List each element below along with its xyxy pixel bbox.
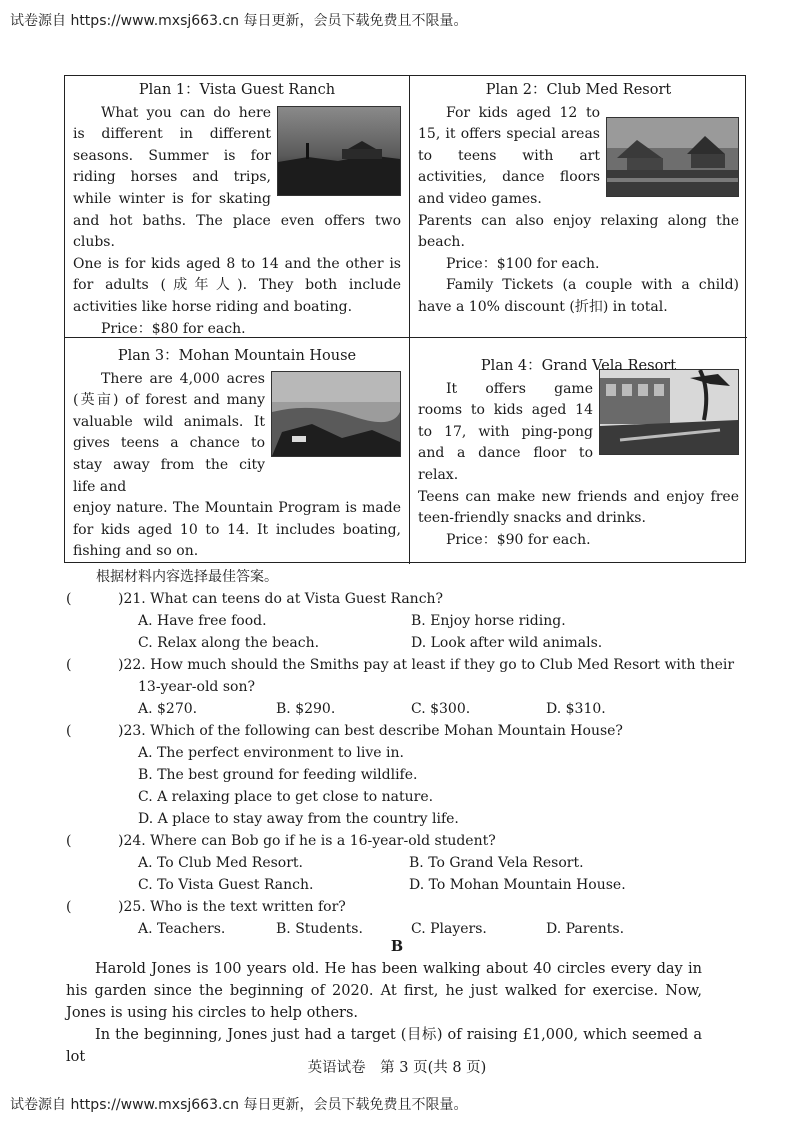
plan-2-text-2: Parents can also enjoy relaxing along the beach.: [418, 212, 739, 251]
question-stem: )21. What can teens do at Vista Guest Ranch?: [118, 591, 444, 607]
question-stem: )24. Where can Bob go if he is a 16-year-old student?: [118, 833, 496, 849]
option-row: [66, 808, 706, 830]
plan-3-text: There are 4,000 acres (英亩) of forest and many valuable wild animals. It gives teens a chance to stay away from the city life and: [73, 370, 265, 495]
question-22: [66, 654, 735, 676]
top-watermark: 试卷源自 https://www.mxsj663.cn 每日更新，会员下载免费且不限量。: [10, 13, 468, 29]
instruction: 根据材料内容选择最佳答案。: [96, 569, 278, 585]
plan-1-text: What you can do here is different in different seasons. Summer is for riding horses and trips, while winter is for skating and hot baths. The place even offers two clubs.: [73, 104, 401, 251]
question-stem: )25. Who is the text written for?: [118, 899, 346, 915]
plan-2-text-3: Family Tickets (a couple with a child) have a 10% discount (折扣) in total.: [418, 277, 739, 315]
option-row: [66, 742, 706, 764]
answer-blank[interactable]: (: [66, 899, 72, 915]
plan-4-title: Plan 4：Grand Vela Resort: [480, 358, 677, 374]
plan-1-price: Price：$80 for each.: [101, 320, 246, 337]
page-footer: 英语试卷 第 3 页(共 8 页): [307, 1060, 487, 1076]
plan-2-text: For kids aged 12 to 15, it offers special areas to teens with art activities, dance floors and video games.: [418, 104, 600, 207]
plans-table: [64, 75, 746, 563]
answer-blank[interactable]: (: [66, 723, 72, 739]
question-23: [66, 720, 706, 742]
option: A. The perfect environment to live in.: [138, 745, 404, 761]
plan-1-cell: [65, 76, 410, 338]
question-24: [66, 830, 706, 852]
option: D. Parents.: [546, 921, 625, 937]
option: D. $310.: [546, 701, 606, 717]
plan-3-text-2: enjoy nature. The Mountain Program is made for kids aged 10 to 14. It includes boating, fishing and so on.: [73, 500, 401, 560]
option: C. To Vista Guest Ranch.: [138, 877, 314, 893]
question-stem-cont: 13-year-old son?: [138, 679, 255, 695]
plan-1-title: Plan 1：Vista Guest Ranch: [138, 82, 336, 98]
option: D. A place to stay away from the country life.: [138, 811, 459, 827]
option: D. To Mohan Mountain House.: [409, 877, 626, 893]
plan-4-text: It offers game rooms to kids aged 14 to 17, with ping-pong and a dance floor to relax.: [418, 380, 593, 483]
option: A. To Club Med Resort.: [138, 855, 303, 871]
option-row: [66, 610, 706, 632]
option-row: [66, 786, 706, 808]
option-row: [66, 874, 706, 896]
question-stem: )22. How much should the Smiths pay at least if they go to Club Med Resort with their: [118, 657, 735, 673]
answer-blank[interactable]: (: [66, 833, 72, 849]
plan-3-cell: [65, 338, 410, 564]
option: B. $290.: [276, 701, 336, 717]
option-row: [66, 698, 706, 720]
answer-blank[interactable]: (: [66, 591, 72, 607]
mountain-photo: [271, 371, 401, 457]
ranch-photo: [277, 106, 401, 196]
option: A. $270.: [138, 701, 198, 717]
option: B. Students.: [276, 921, 363, 937]
plan-4-cell: [410, 338, 747, 564]
bottom-watermark: 试卷源自 https://www.mxsj663.cn 每日更新，会员下载免费且不限量。: [10, 1097, 468, 1113]
section-b-heading: B: [390, 938, 404, 955]
question-25: [66, 896, 706, 918]
option: A. Have free food.: [138, 613, 267, 629]
option-row: [66, 852, 706, 874]
plan-3-price: [73, 563, 401, 564]
option: B. To Grand Vela Resort.: [409, 855, 584, 871]
option-row: [66, 918, 706, 940]
plan-4-price: Price：$90 for each.: [446, 531, 591, 548]
answer-blank[interactable]: (: [66, 657, 72, 673]
questions-section: [66, 566, 735, 940]
option: C. Players.: [411, 921, 487, 937]
passage-b: [66, 958, 702, 1068]
plan-1-text-2: One is for kids aged 8 to 14 and the other is for adults (成年人). They both include activities like horse riding and boating.: [73, 255, 401, 315]
option: B. The best ground for feeding wildlife.: [138, 767, 418, 783]
passage-paragraph-1: Harold Jones is 100 years old. He has been walking about 40 circles every day in his garden since the beginning of 2020. At first, he just walked for exercise. Now, Jones is using his circles to help others.: [66, 961, 702, 1021]
vela-photo: [599, 369, 739, 455]
plan-2-title: Plan 2：Club Med Resort: [485, 82, 672, 98]
option: C. A relaxing place to get close to nature.: [138, 789, 434, 805]
option: D. Look after wild animals.: [411, 635, 603, 651]
resort-photo: [606, 117, 739, 197]
option-row: [66, 632, 706, 654]
plan-4-text-2: Teens can make new friends and enjoy free teen-friendly snacks and drinks.: [418, 488, 739, 527]
plan-3-title: Plan 3：Mohan Mountain House: [117, 348, 357, 364]
question-21: [66, 588, 706, 610]
question-22-cont: [66, 676, 706, 698]
option: C. Relax along the beach.: [138, 635, 320, 651]
plan-2-price: Price：$100 for each.: [446, 255, 600, 272]
passage-paragraph-2: In the beginning, Jones just had a target (目标) of raising £1,000, which seemed a lot: [66, 1027, 702, 1065]
option-row: [66, 764, 706, 786]
plan-2-cell: [410, 76, 747, 338]
option: B. Enjoy horse riding.: [411, 613, 566, 629]
option: C. $300.: [411, 701, 471, 717]
option: A. Teachers.: [138, 921, 226, 937]
question-stem: )23. Which of the following can best describe Mohan Mountain House?: [118, 723, 623, 739]
